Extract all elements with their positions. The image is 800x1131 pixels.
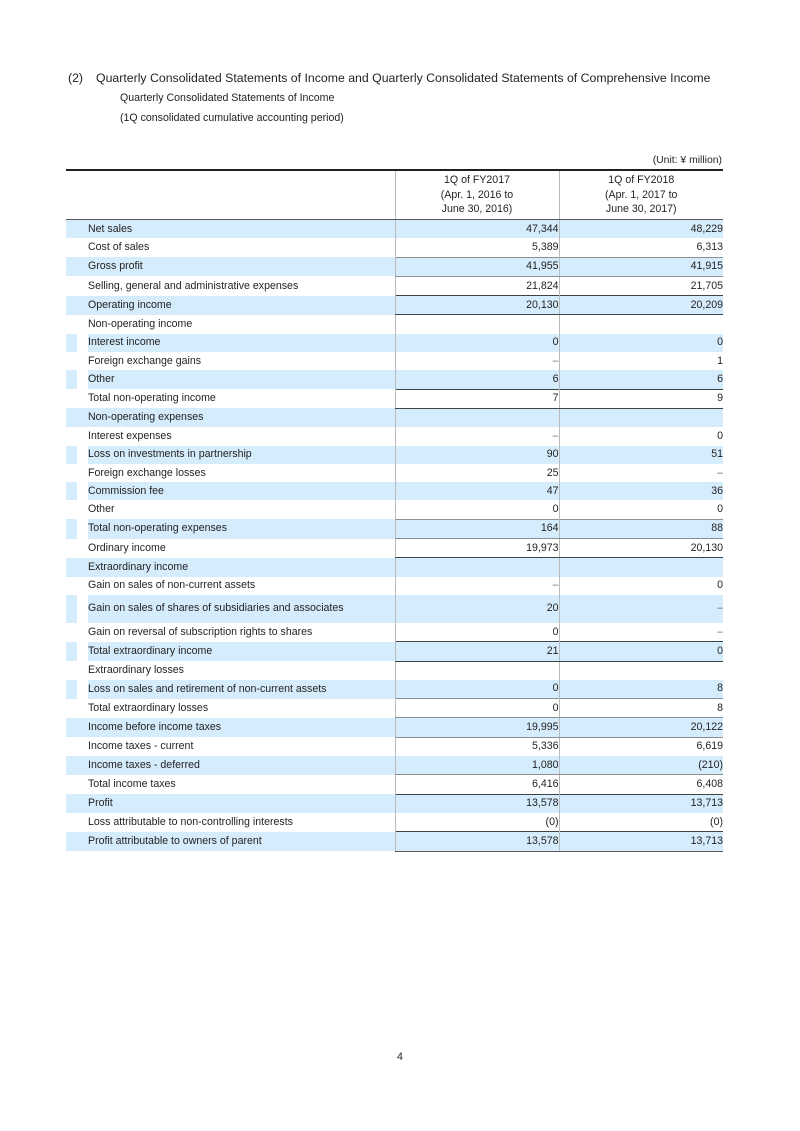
- row-label: Other: [88, 500, 395, 519]
- row-indent-cell: [77, 276, 88, 295]
- row-indent-cell: [77, 718, 88, 737]
- row-value-fy2017: 164: [395, 519, 559, 538]
- row-value-fy2017: 21,824: [395, 276, 559, 295]
- null-dash: –: [552, 354, 559, 367]
- row-gutter-cell: [66, 220, 77, 239]
- row-gutter-cell: [66, 680, 77, 699]
- row-indent-cell: [77, 737, 88, 756]
- row-indent-cell: [77, 558, 88, 577]
- row-value-fy2017: 0: [395, 699, 559, 718]
- row-label: Operating income: [88, 296, 395, 315]
- header-fy2018-line3: June 30, 2017): [605, 203, 677, 216]
- header-col-fy2017: [395, 171, 559, 220]
- row-value-fy2017: [395, 558, 559, 577]
- row-value-fy2018: 6,408: [559, 775, 723, 794]
- row-value-fy2017: 19,995: [395, 718, 559, 737]
- row-value-fy2017: 7: [395, 389, 559, 408]
- row-label: Extraordinary losses: [88, 661, 395, 680]
- section-heading: [68, 68, 728, 128]
- row-value-fy2018: 8: [559, 680, 723, 699]
- header-fy2017-line2: (Apr. 1, 2016 to: [440, 188, 514, 201]
- row-value-fy2018: [559, 623, 723, 642]
- row-label: Non-operating expenses: [88, 408, 395, 427]
- row-label: Foreign exchange losses: [88, 464, 395, 482]
- row-indent-cell: [77, 389, 88, 408]
- row-value-fy2018: [559, 408, 723, 427]
- row-indent-cell: [77, 334, 88, 352]
- header-fy2017-line3: June 30, 2016): [441, 203, 513, 216]
- row-value-fy2018: 8: [559, 699, 723, 718]
- row-value-fy2018: 20,130: [559, 539, 723, 558]
- row-value-fy2018: 13,713: [559, 832, 723, 851]
- row-indent-cell: [77, 832, 88, 851]
- row-gutter-cell: [66, 315, 77, 334]
- row-value-fy2017: [395, 427, 559, 445]
- row-value-fy2018: 20,209: [559, 296, 723, 315]
- row-label: Extraordinary income: [88, 558, 395, 577]
- row-label: Selling, general and administrative expenses: [88, 276, 395, 295]
- table-row: [66, 539, 723, 558]
- row-gutter-cell: [66, 482, 77, 500]
- row-value-fy2018: 36: [559, 482, 723, 500]
- row-value-fy2018: 20,122: [559, 718, 723, 737]
- table-header: [66, 170, 723, 220]
- row-value-fy2018: [559, 595, 723, 623]
- row-indent-cell: [77, 220, 88, 239]
- row-value-fy2017: 5,389: [395, 238, 559, 257]
- row-value-fy2017: 90: [395, 446, 559, 464]
- table-row: [66, 257, 723, 276]
- row-label: Gain on sales of shares of subsidiaries and associates: [88, 595, 395, 623]
- row-indent-cell: [77, 464, 88, 482]
- row-indent-cell: [77, 661, 88, 680]
- row-label: Income taxes - current: [88, 737, 395, 756]
- table-row: [66, 718, 723, 737]
- row-gutter-cell: [66, 794, 77, 813]
- row-value-fy2018: [559, 558, 723, 577]
- row-value-fy2018: 51: [559, 446, 723, 464]
- row-gutter-cell: [66, 661, 77, 680]
- row-value-fy2018: 41,915: [559, 257, 723, 276]
- table-column-headers: [66, 171, 723, 220]
- row-value-fy2018: 0: [559, 642, 723, 661]
- row-gutter-cell: [66, 352, 77, 370]
- table-row: [66, 464, 723, 482]
- table-row: [66, 482, 723, 500]
- row-value-fy2018: 6,619: [559, 737, 723, 756]
- table-row: [66, 519, 723, 538]
- row-label: Income before income taxes: [88, 718, 395, 737]
- row-label: Loss on investments in partnership: [88, 446, 395, 464]
- row-label: Cost of sales: [88, 238, 395, 257]
- row-value-fy2017: 6,416: [395, 775, 559, 794]
- row-gutter-cell: [66, 699, 77, 718]
- header-fy2018-line1: 1Q of FY2018: [608, 174, 675, 187]
- table-row: [66, 352, 723, 370]
- row-gutter-cell: [66, 539, 77, 558]
- table-row: [66, 427, 723, 445]
- header-fy2017-line1: 1Q of FY2017: [444, 174, 510, 187]
- row-label: Total extraordinary losses: [88, 699, 395, 718]
- row-label: Gain on sales of non-current assets: [88, 577, 395, 595]
- unit-note: (Unit: ¥ million): [652, 155, 722, 166]
- row-gutter-cell: [66, 737, 77, 756]
- row-indent-cell: [77, 370, 88, 389]
- row-indent-cell: [77, 775, 88, 794]
- table-row: [66, 500, 723, 519]
- row-label: Ordinary income: [88, 539, 395, 558]
- row-gutter-cell: [66, 623, 77, 642]
- row-indent-cell: [77, 408, 88, 427]
- row-label: Gain on reversal of subscription rights to shares: [88, 623, 395, 642]
- table-row: [66, 389, 723, 408]
- row-label: Total non-operating expenses: [88, 519, 395, 538]
- row-label: Interest expenses: [88, 427, 395, 445]
- row-value-fy2018: 88: [559, 519, 723, 538]
- row-value-fy2017: 5,336: [395, 737, 559, 756]
- row-value-fy2017: 19,973: [395, 539, 559, 558]
- header-col-fy2018: [559, 171, 723, 220]
- row-value-fy2018: 1: [559, 352, 723, 370]
- table-row: [66, 276, 723, 295]
- row-indent-cell: [77, 446, 88, 464]
- row-value-fy2018: 0: [559, 577, 723, 595]
- row-gutter-cell: [66, 519, 77, 538]
- row-value-fy2017: 0: [395, 623, 559, 642]
- row-value-fy2018: [559, 661, 723, 680]
- row-indent-cell: [77, 539, 88, 558]
- row-value-fy2018: 21,705: [559, 276, 723, 295]
- row-label: Non-operating income: [88, 315, 395, 334]
- row-indent-cell: [77, 595, 88, 623]
- row-label: Commission fee: [88, 482, 395, 500]
- row-value-fy2018: 0: [559, 427, 723, 445]
- row-gutter-cell: [66, 334, 77, 352]
- row-value-fy2018: 48,229: [559, 220, 723, 239]
- row-label: Gross profit: [88, 257, 395, 276]
- statement-subtitle: Quarterly Consolidated Statements of Income: [120, 92, 335, 104]
- row-indent-cell: [77, 756, 88, 775]
- row-value-fy2018: 6: [559, 370, 723, 389]
- row-indent-cell: [77, 238, 88, 257]
- row-label: Loss on sales and retirement of non-current assets: [88, 680, 395, 699]
- header-blank-cell: [66, 171, 395, 220]
- row-value-fy2017: 20: [395, 595, 559, 623]
- row-value-fy2018: [559, 315, 723, 334]
- row-indent-cell: [77, 794, 88, 813]
- row-value-fy2017: 41,955: [395, 257, 559, 276]
- row-gutter-cell: [66, 832, 77, 851]
- row-value-fy2017: 0: [395, 500, 559, 519]
- row-gutter-cell: [66, 813, 77, 832]
- table-row: [66, 699, 723, 718]
- row-value-fy2017: 0: [395, 334, 559, 352]
- row-indent-cell: [77, 427, 88, 445]
- table-row: [66, 680, 723, 699]
- row-value-fy2017: 13,578: [395, 832, 559, 851]
- row-indent-cell: [77, 482, 88, 500]
- row-indent-cell: [77, 500, 88, 519]
- header-fy2018-line2: (Apr. 1, 2017 to: [605, 188, 678, 201]
- row-gutter-cell: [66, 296, 77, 315]
- row-indent-cell: [77, 623, 88, 642]
- table-row: [66, 642, 723, 661]
- row-indent-cell: [77, 519, 88, 538]
- row-gutter-cell: [66, 577, 77, 595]
- row-gutter-cell: [66, 775, 77, 794]
- row-value-fy2017: 0: [395, 680, 559, 699]
- row-value-fy2018: [559, 464, 723, 482]
- null-dash: –: [717, 466, 723, 479]
- table-row: [66, 832, 723, 851]
- row-gutter-cell: [66, 756, 77, 775]
- table-row: [66, 408, 723, 427]
- row-value-fy2018: 9: [559, 389, 723, 408]
- row-label: Foreign exchange gains: [88, 352, 395, 370]
- row-value-fy2017: 47: [395, 482, 559, 500]
- table-row: [66, 661, 723, 680]
- row-indent-cell: [77, 680, 88, 699]
- row-indent-cell: [77, 577, 88, 595]
- table-row: [66, 370, 723, 389]
- row-gutter-cell: [66, 446, 77, 464]
- row-gutter-cell: [66, 257, 77, 276]
- row-gutter-cell: [66, 595, 77, 623]
- row-gutter-cell: [66, 238, 77, 257]
- table-row: [66, 315, 723, 334]
- table-row: [66, 813, 723, 832]
- row-gutter-cell: [66, 500, 77, 519]
- row-value-fy2018: 0: [559, 500, 723, 519]
- row-value-fy2017: 21: [395, 642, 559, 661]
- row-label: Net sales: [88, 220, 395, 239]
- row-label: Profit attributable to owners of parent: [88, 832, 395, 851]
- row-gutter-cell: [66, 408, 77, 427]
- row-value-fy2017: 13,578: [395, 794, 559, 813]
- null-dash: –: [717, 602, 723, 615]
- page-number: 4: [397, 1051, 403, 1063]
- section-title-row: [68, 68, 728, 89]
- row-value-fy2017: 1,080: [395, 756, 559, 775]
- row-value-fy2017: [395, 408, 559, 427]
- table-row: [66, 623, 723, 642]
- row-gutter-cell: [66, 464, 77, 482]
- row-indent-cell: [77, 296, 88, 315]
- row-gutter-cell: [66, 389, 77, 408]
- row-gutter-cell: [66, 427, 77, 445]
- section-title: Quarterly Consolidated Statements of Income and Quarterly Consolidated Statements of Comprehensive Income: [96, 71, 711, 85]
- row-gutter-cell: [66, 642, 77, 661]
- row-label: Total income taxes: [88, 775, 395, 794]
- row-value-fy2017: [395, 577, 559, 595]
- row-value-fy2017: (0): [395, 813, 559, 832]
- row-value-fy2017: [395, 352, 559, 370]
- row-value-fy2017: 25: [395, 464, 559, 482]
- null-dash: –: [552, 429, 559, 442]
- row-value-fy2018: (0): [559, 813, 723, 832]
- row-label: Loss attributable to non-controlling interests: [88, 813, 395, 832]
- row-indent-cell: [77, 642, 88, 661]
- row-indent-cell: [77, 699, 88, 718]
- table-body: [66, 220, 723, 852]
- row-value-fy2017: 6: [395, 370, 559, 389]
- row-indent-cell: [77, 813, 88, 832]
- table-row: [66, 238, 723, 257]
- table-row: [66, 794, 723, 813]
- row-label: Total non-operating income: [88, 389, 395, 408]
- table-row: [66, 334, 723, 352]
- table-row: [66, 737, 723, 756]
- table-row: [66, 220, 723, 239]
- row-label: Income taxes - deferred: [88, 756, 395, 775]
- row-label: Profit: [88, 794, 395, 813]
- row-value-fy2017: 47,344: [395, 220, 559, 239]
- row-gutter-cell: [66, 370, 77, 389]
- row-value-fy2018: (210): [559, 756, 723, 775]
- income-statement-table: [66, 169, 723, 852]
- null-dash: –: [552, 579, 559, 592]
- row-indent-cell: [77, 315, 88, 334]
- null-dash: –: [717, 625, 723, 638]
- row-value-fy2017: [395, 315, 559, 334]
- table-row: [66, 296, 723, 315]
- row-value-fy2017: [395, 661, 559, 680]
- section-number: (2): [68, 71, 84, 85]
- row-indent-cell: [77, 352, 88, 370]
- table-row: [66, 756, 723, 775]
- row-label: Total extraordinary income: [88, 642, 395, 661]
- row-value-fy2017: 20,130: [395, 296, 559, 315]
- row-label: Other: [88, 370, 395, 389]
- row-label: Interest income: [88, 334, 395, 352]
- table-row: [66, 577, 723, 595]
- table-row: [66, 558, 723, 577]
- statement-period-note: (1Q consolidated cumulative accounting period): [120, 111, 344, 124]
- row-indent-cell: [77, 257, 88, 276]
- row-gutter-cell: [66, 558, 77, 577]
- row-value-fy2018: 6,313: [559, 238, 723, 257]
- table-row: [66, 595, 723, 623]
- row-gutter-cell: [66, 276, 77, 295]
- row-value-fy2018: 13,713: [559, 794, 723, 813]
- row-value-fy2018: 0: [559, 334, 723, 352]
- table-row: [66, 775, 723, 794]
- row-gutter-cell: [66, 718, 77, 737]
- table-row: [66, 446, 723, 464]
